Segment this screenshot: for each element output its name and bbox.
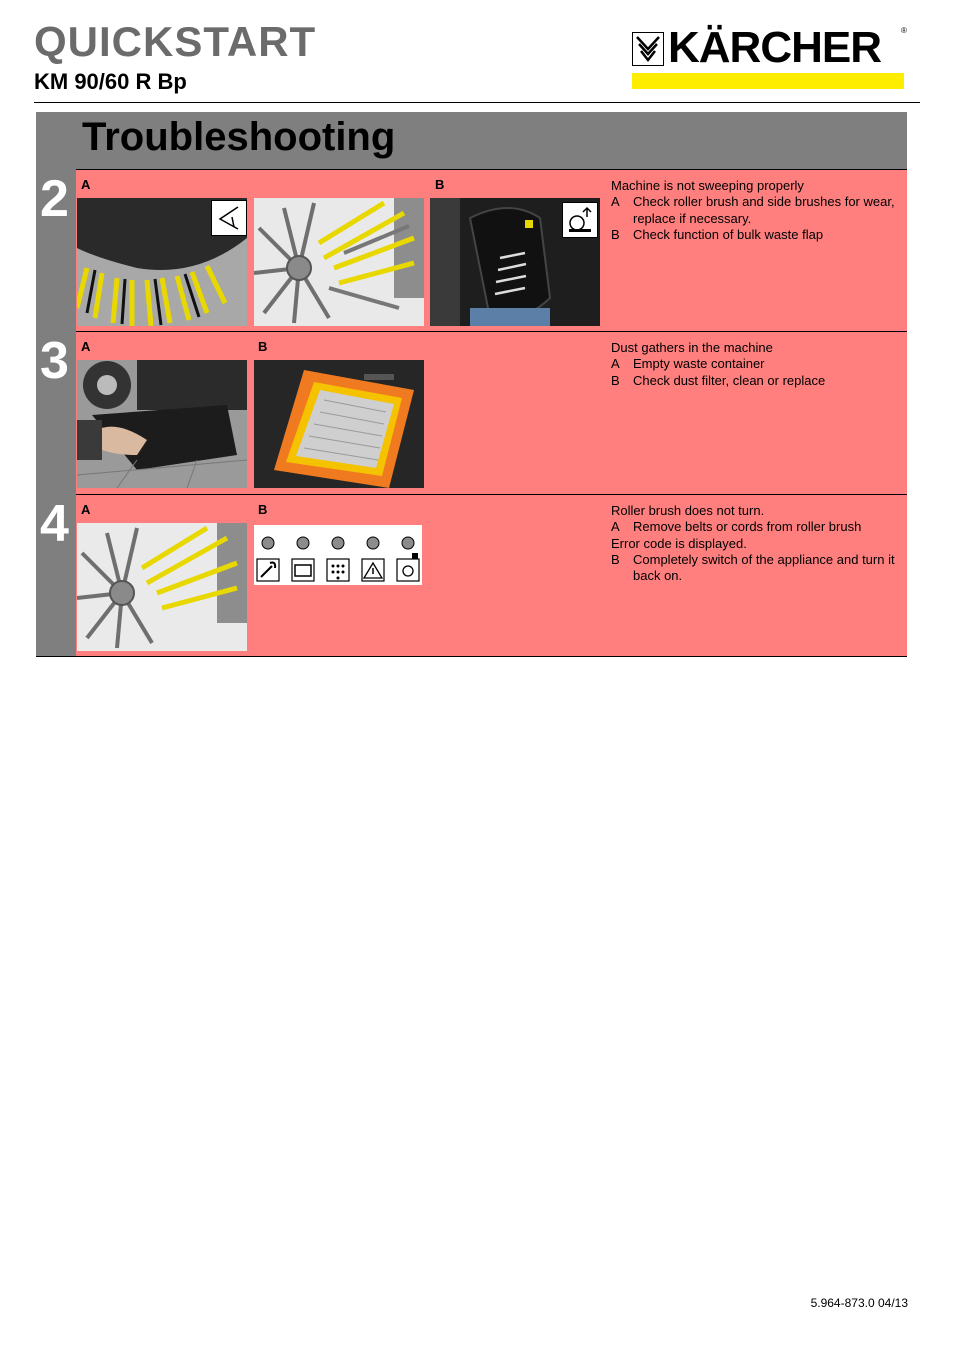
item-key: B — [611, 551, 620, 567]
bulk-waste-flap-icon — [562, 202, 598, 238]
step-number-3: 3 — [40, 332, 69, 390]
step-4-item-a — [611, 519, 903, 535]
item-key: A — [611, 519, 620, 535]
side-brush-photo — [77, 198, 247, 326]
photo-label-b: B — [258, 339, 268, 354]
error-indicator-panel — [254, 525, 422, 585]
step-row-2 — [76, 169, 907, 332]
step-3-item-a — [611, 356, 903, 372]
step-number-4: 4 — [40, 495, 69, 553]
step-4-heading-2: Error code is displayed. — [611, 535, 747, 551]
item-key: A — [611, 194, 620, 210]
brand-registered-mark: ® — [901, 26, 907, 35]
side-brush-icon — [211, 200, 247, 236]
item-text: Check function of bulk waste flap — [633, 226, 824, 242]
item-text: Remove belts or cords from roller brush — [633, 519, 862, 535]
brand-yellow-bar — [632, 73, 904, 89]
item-key: B — [611, 372, 620, 388]
karcher-mark-icon — [632, 32, 664, 66]
step-3-heading: Dust gathers in the machine — [611, 340, 773, 355]
foot-pedal-photo — [430, 198, 600, 326]
step-2-description — [611, 178, 903, 243]
section-title: Troubleshooting — [82, 115, 396, 159]
step-2-item-b — [611, 227, 903, 243]
item-text: Check dust filter, clean or replace — [633, 372, 826, 388]
step-row-3 — [76, 331, 907, 494]
model-name: KM 90/60 R Bp — [34, 69, 187, 94]
step-4-heading: Roller brush does not turn. — [611, 503, 765, 518]
doc-title: QUICKSTART — [34, 18, 317, 65]
item-text: Check roller brush and side brushes for wear, replace if necessary. — [633, 194, 895, 226]
step-2-heading: Machine is not sweeping properly — [611, 178, 804, 193]
item-text: Empty waste container — [633, 356, 765, 372]
step-4-item-b — [611, 552, 903, 585]
waste-container-photo — [77, 360, 247, 488]
brand-name: KÄRCHER — [668, 23, 881, 72]
roller-brush-cords-photo — [77, 523, 247, 651]
item-key: A — [611, 356, 620, 372]
roller-brush-photo — [254, 198, 424, 326]
photo-label-a: A — [81, 177, 91, 192]
dust-filter-photo — [254, 360, 424, 488]
document-code: 5.964-873.0 04/13 — [810, 1296, 908, 1310]
photo-label-a: A — [81, 502, 91, 517]
step-row-4 — [76, 494, 907, 657]
step-3-description — [611, 340, 903, 389]
step-2-item-a — [611, 194, 903, 227]
step-3-item-b — [611, 373, 903, 389]
item-text: Completely switch of the appliance and turn it back on. — [633, 551, 895, 584]
item-key: B — [611, 226, 620, 242]
photo-label-b: B — [435, 177, 445, 192]
header-divider — [34, 102, 920, 103]
step-4-description — [611, 503, 903, 584]
troubleshooting-panel — [36, 112, 907, 657]
karcher-logo — [632, 23, 908, 90]
panel-bottom-rule — [36, 656, 907, 657]
photo-label-a: A — [81, 339, 91, 354]
photo-label-b: B — [258, 502, 268, 517]
step-number-2: 2 — [40, 170, 69, 228]
